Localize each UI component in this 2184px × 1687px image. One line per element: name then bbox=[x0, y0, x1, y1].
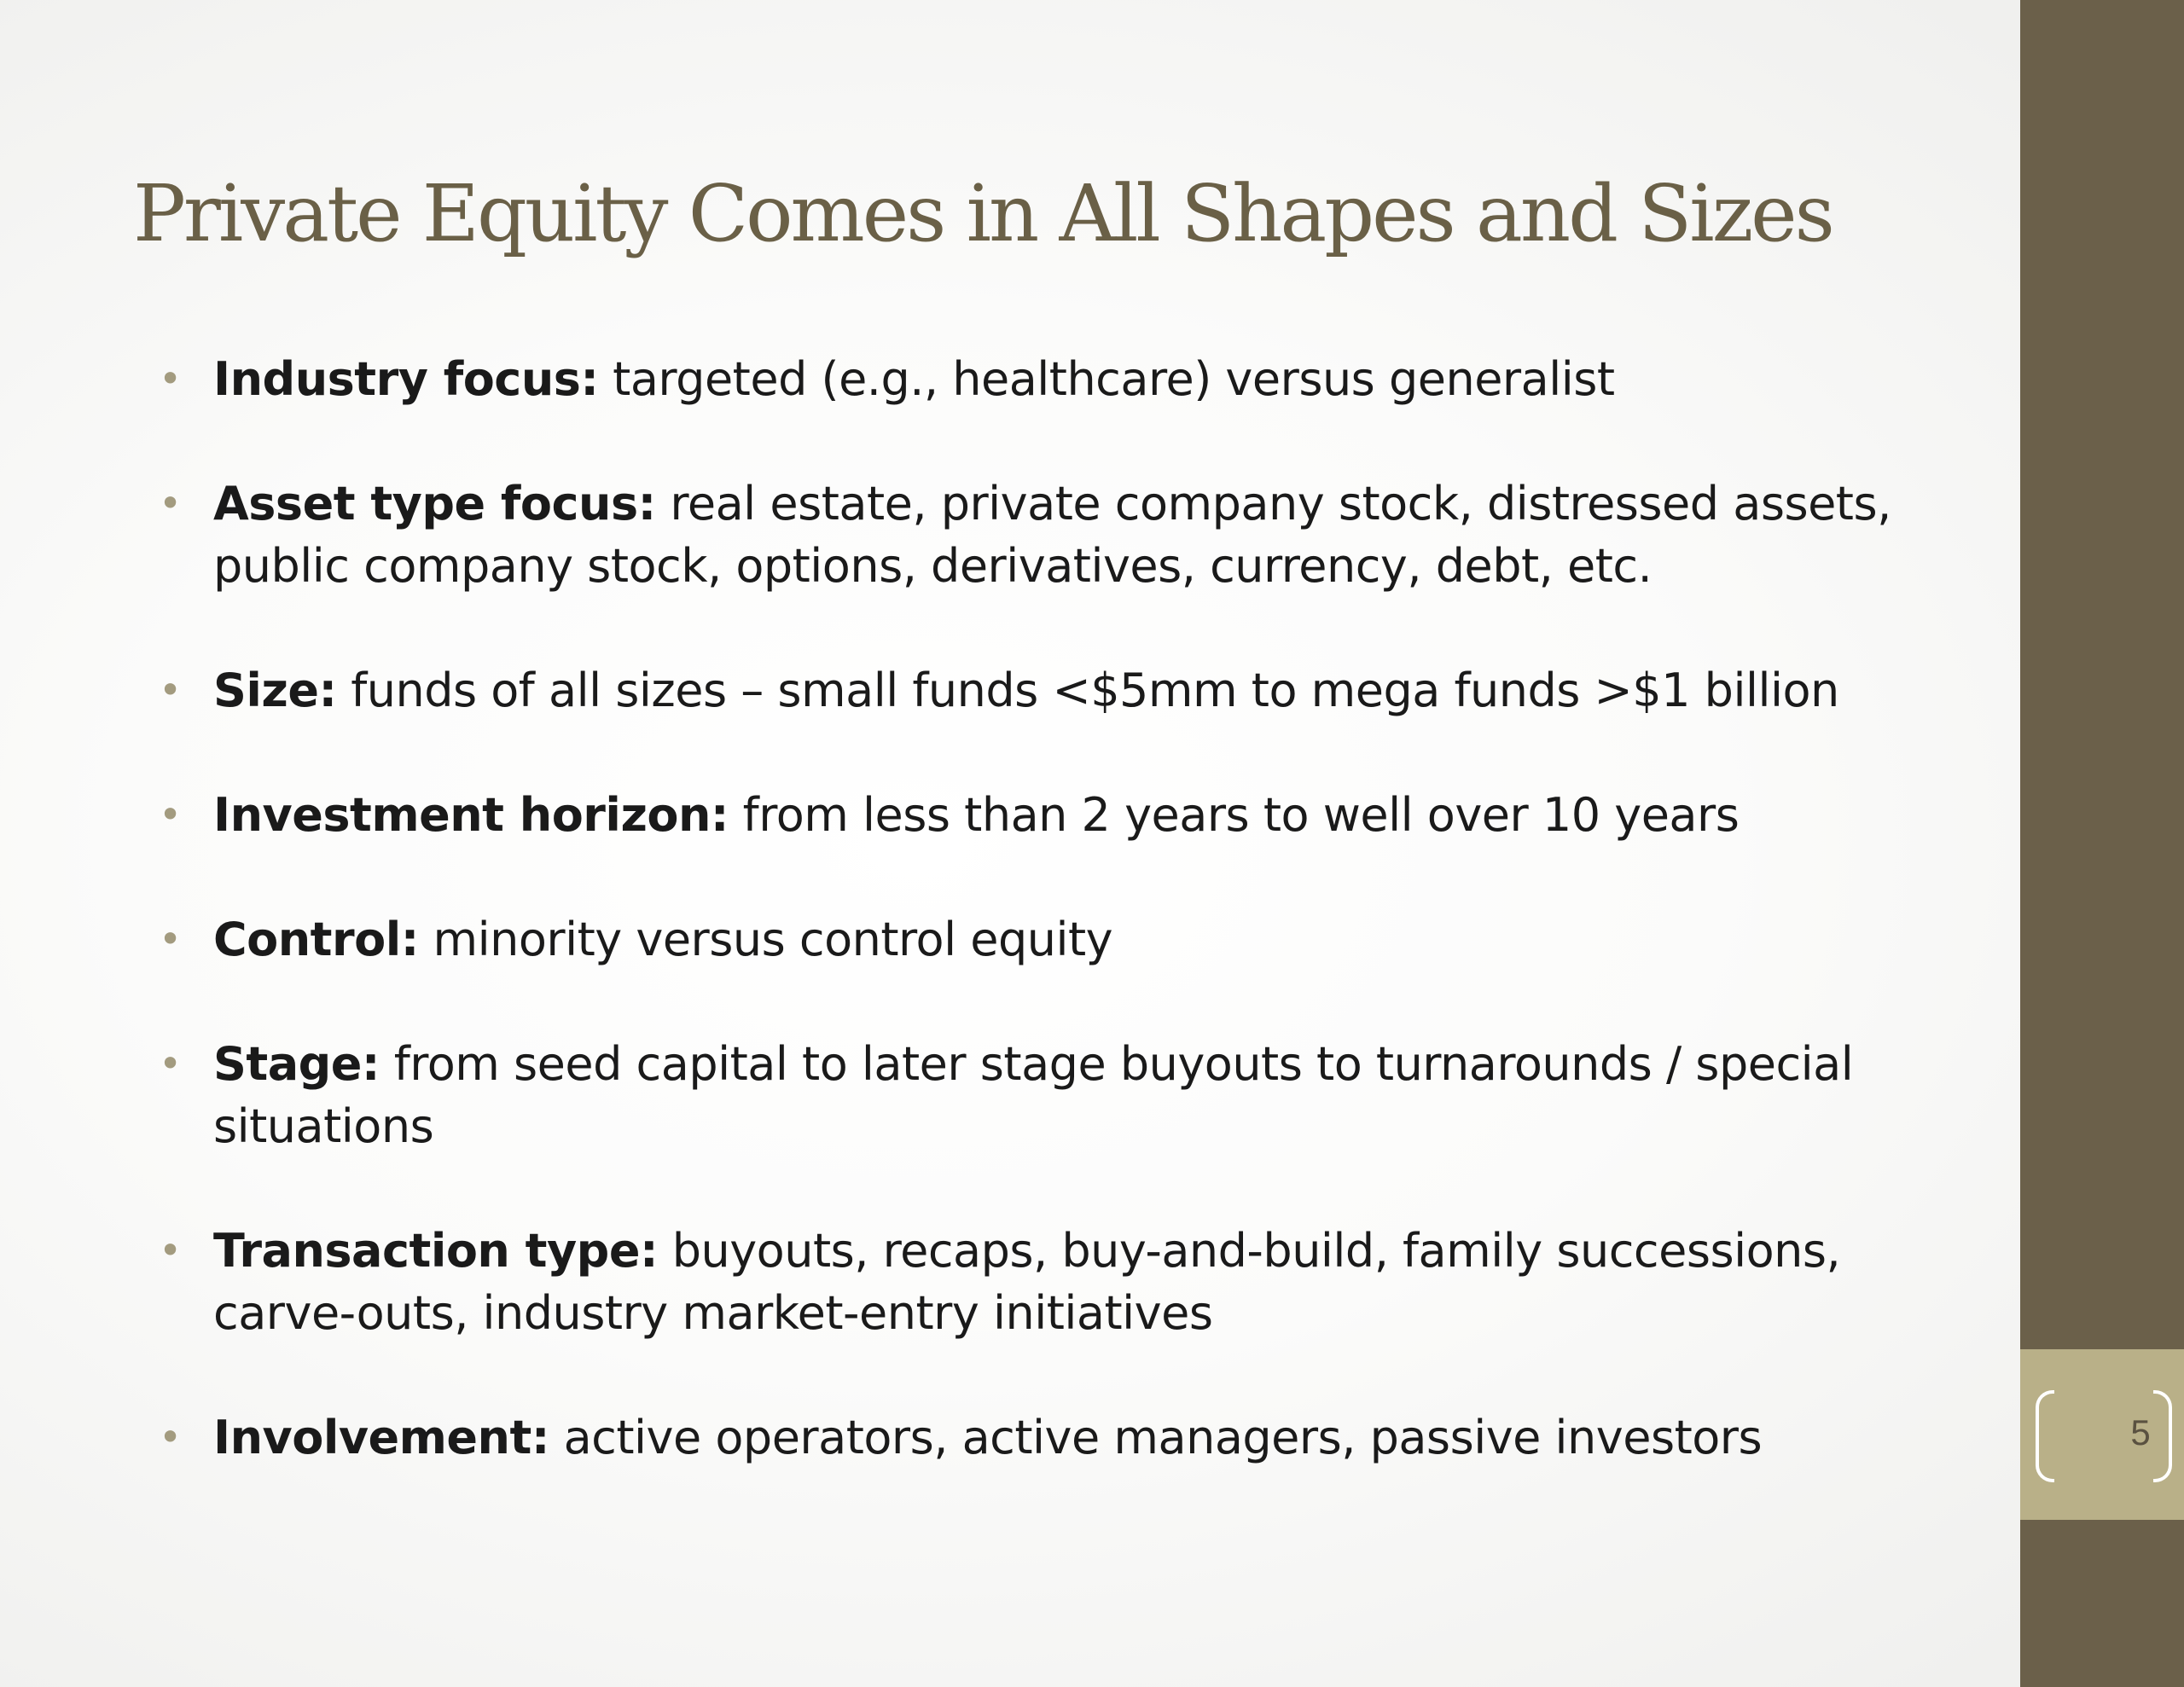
bullet-text: minority versus control equity bbox=[418, 913, 1113, 966]
bullet-text: targeted (e.g., healthcare) versus generalist bbox=[598, 352, 1615, 406]
bullet-text: funds of all sizes – small funds <$5mm to mega funds >$1 billion bbox=[336, 664, 1839, 717]
bracket-right-icon bbox=[2153, 1390, 2172, 1482]
list-item bbox=[159, 1406, 1908, 1469]
bullet-dot-icon: • bbox=[159, 1227, 182, 1273]
slide-title: Private Equity Comes in All Shapes and Sizes bbox=[133, 168, 1833, 259]
list-item bbox=[159, 472, 1908, 597]
bullet-text: from less than 2 years to well over 10 years bbox=[729, 788, 1740, 842]
bullet-term: Transaction type: bbox=[213, 1224, 659, 1278]
page-number-badge bbox=[2020, 1349, 2184, 1520]
bullet-text: real estate, private company stock, distressed assets, public company stock, options, derivatives, currency, debt, etc. bbox=[213, 477, 1891, 593]
bullet-term: Industry focus: bbox=[213, 352, 599, 406]
list-item bbox=[159, 908, 1908, 971]
bullet-text: from seed capital to later stage buyouts to turnarounds / special situations bbox=[213, 1037, 1854, 1153]
bullet-term: Control: bbox=[213, 913, 419, 966]
list-item bbox=[159, 348, 1908, 410]
bullet-term: Asset type focus: bbox=[213, 477, 656, 530]
bullet-dot-icon: • bbox=[159, 916, 182, 962]
bullet-list bbox=[159, 348, 1908, 1469]
bullet-term: Size: bbox=[213, 664, 337, 717]
bullet-term: Stage: bbox=[213, 1037, 380, 1091]
bullet-dot-icon: • bbox=[159, 480, 182, 526]
bullet-term: Investment horizon: bbox=[213, 788, 729, 842]
list-item bbox=[159, 1033, 1908, 1157]
bullet-dot-icon: • bbox=[159, 791, 182, 838]
bullet-dot-icon: • bbox=[159, 1414, 182, 1460]
page-number: 5 bbox=[2130, 1412, 2151, 1452]
list-item bbox=[159, 659, 1908, 722]
bullet-term: Involvement: bbox=[213, 1411, 549, 1464]
bullet-dot-icon: • bbox=[159, 1041, 182, 1087]
bullet-dot-icon: • bbox=[159, 667, 182, 713]
list-item bbox=[159, 1220, 1908, 1344]
bullet-text: buyouts, recaps, buy-and-build, family successions, carve-outs, industry market-entry initiatives bbox=[213, 1224, 1841, 1340]
list-item bbox=[159, 784, 1908, 846]
bullet-text: active operators, active managers, passive investors bbox=[549, 1411, 1763, 1464]
bullet-dot-icon: • bbox=[159, 356, 182, 402]
